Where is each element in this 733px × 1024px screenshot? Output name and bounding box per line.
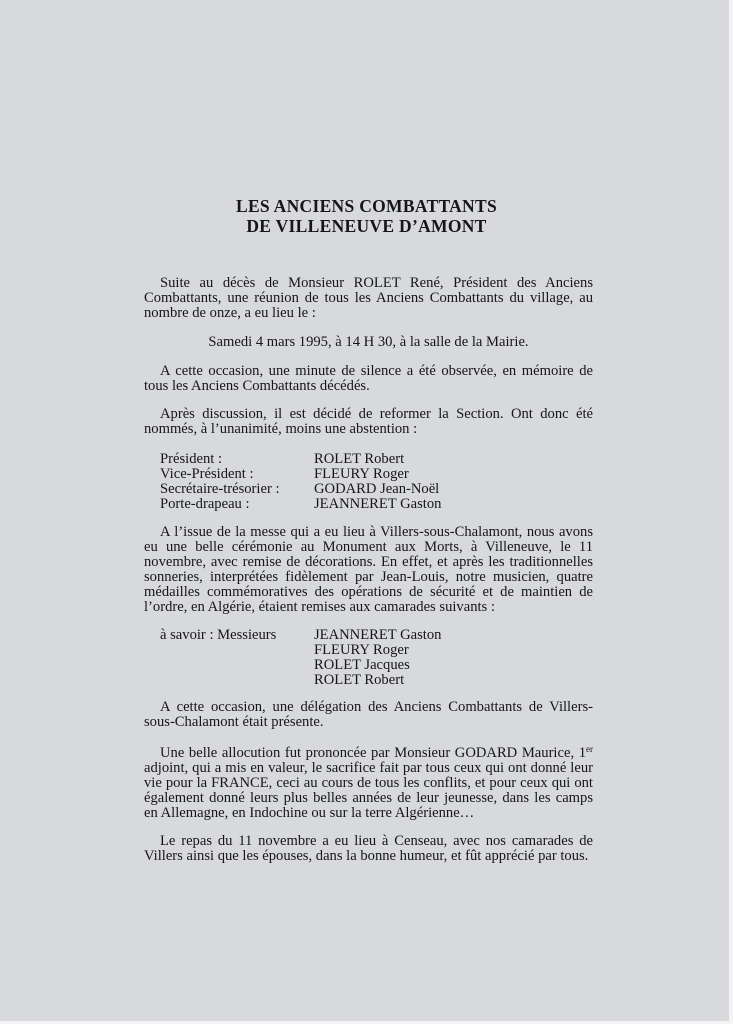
- officers-list: [160, 452, 460, 512]
- recipient-name: JEANNERET Gaston: [314, 627, 442, 643]
- paragraph-7: Le repas du 11 novembre a eu lieu à Censeau, avec nos camarades de Villers ainsi que les épouses, dans la bonne humeur, et fût apprécié par tous.: [144, 833, 593, 864]
- paragraph-2: A cette occasion, une minute de silence a été observée, en mémoire de tous les Anciens Combattants décédés.: [144, 363, 593, 394]
- officer-row: [160, 452, 460, 467]
- ordinal-superscript: er: [586, 744, 593, 754]
- recipient-row: [160, 628, 460, 643]
- officer-row: [160, 482, 460, 497]
- paragraph-speech: [144, 746, 593, 821]
- officer-role: Secrétaire-trésorier :: [160, 481, 280, 497]
- officer-name: ROLET Robert: [314, 451, 405, 467]
- officer-row: [160, 467, 460, 482]
- title-line-1: LES ANCIENS COMBATTANTS: [235, 196, 498, 216]
- recipients-label: à savoir : Messieurs: [160, 627, 277, 643]
- paragraph-1: Suite au décès de Monsieur ROLET René, Président des Anciens Combattants, une réunion de tous les Anciens Combattants du village, au nombre de onze, a eu lieu le :: [144, 275, 593, 321]
- paragraph-delegation: [144, 700, 593, 730]
- paragraph-5: A cette occasion, une délégation des Anciens Combattants de Villers-sous-Chalamont était présente.: [144, 699, 593, 730]
- meeting-date: Samedi 4 mars 1995, à 14 H 30, à la salle de la Mairie.: [208, 334, 529, 350]
- officer-role: Président :: [160, 451, 223, 467]
- recipient-name: FLEURY Roger: [314, 642, 409, 658]
- officer-name: JEANNERET Gaston: [314, 496, 442, 512]
- meeting-date-block: [144, 335, 593, 350]
- recipient-row: [160, 643, 460, 658]
- recipients-list: [160, 628, 460, 688]
- officer-role: Porte-drapeau :: [160, 496, 250, 512]
- recipient-name: ROLET Jacques: [314, 657, 410, 673]
- recipient-name: ROLET Robert: [314, 672, 405, 688]
- paragraph-4: A l’issue de la messe qui a eu lieu à Villers-sous-Chalamont, nous avons eu une belle cérémonie au Monument aux Morts, à Villeneuve, le 11 novembre, avec remise de décorations. En effet, et après les traditionnelles sonneries, interprétées fidèlement par Jean-Louis, notre musicien, quatre médailles commémoratives des opérations de sécurité et de maintien de l’ordre, en Algérie, étaient remises aux camarades suivants :: [144, 524, 593, 615]
- officer-row: [160, 497, 460, 512]
- paragraph-6-start: Une belle allocution fut prononcée par Monsieur GODARD Maurice, 1: [160, 745, 586, 761]
- paragraph-ceremony: [144, 525, 593, 615]
- page-edge-right: [729, 0, 733, 1024]
- title-line-2: DE VILLENEUVE D’AMONT: [246, 216, 487, 236]
- recipient-row: [160, 658, 460, 673]
- paragraph-6-end: adjoint, qui a mis en valeur, le sacrifice fait par tous ceux qui ont donné leur vie pour la FRANCE, ceci au cours de tous les conflits, et pour ceux qui ont également donné leurs plus belles années de leur jeunesse, dans les camps en Allemagne, en Indochine ou sur la terre Algérienne…: [144, 760, 593, 821]
- paragraph-meeting-intro: [144, 276, 593, 321]
- paragraph-section: [144, 407, 593, 437]
- officer-name: FLEURY Roger: [314, 466, 409, 482]
- paragraph-3: Après discussion, il est décidé de reformer la Section. Ont donc été nommés, à l’unanimité, moins une abstention :: [144, 406, 593, 437]
- officer-name: GODARD Jean-Noël: [314, 481, 440, 497]
- officer-role: Vice-Président :: [160, 466, 254, 482]
- recipient-row: [160, 673, 460, 688]
- paragraph-6: [144, 746, 593, 821]
- paragraph-meal: [144, 834, 593, 864]
- paragraph-silence: [144, 364, 593, 394]
